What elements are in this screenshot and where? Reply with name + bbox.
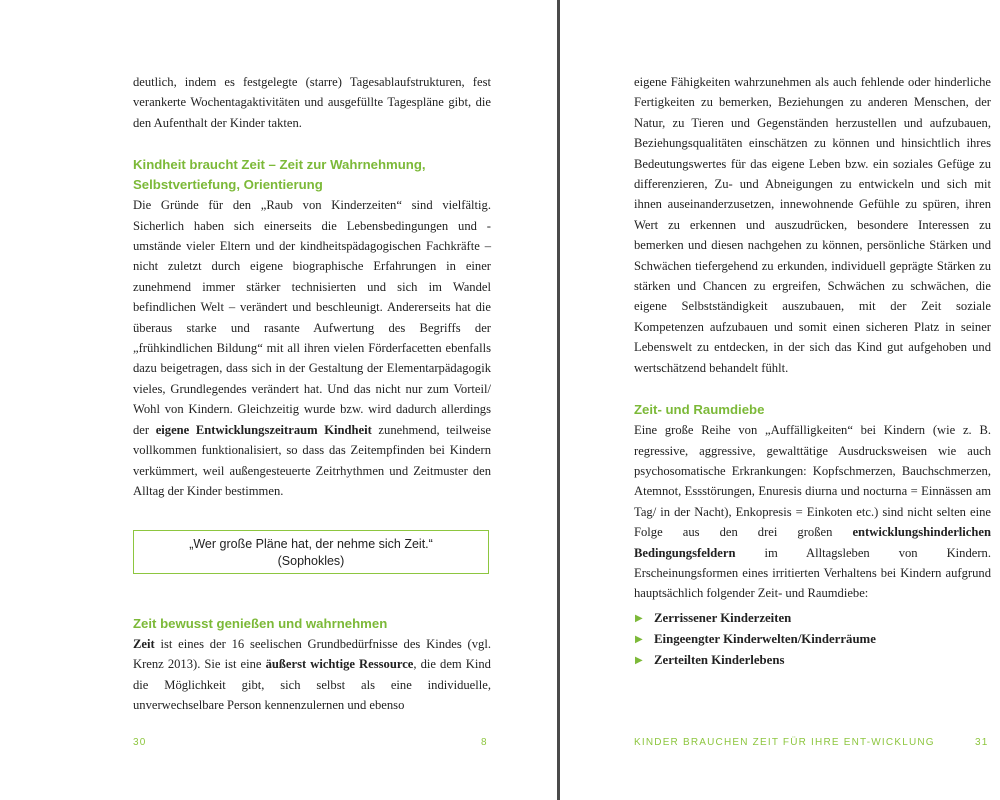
bullet-arrow-icon: ▶	[635, 654, 643, 666]
list-item	[634, 629, 991, 650]
right-page-number: 31	[975, 737, 989, 748]
running-title: KINDER BRAUCHEN ZEIT FÜR IHRE ENT-WICKLUNG	[634, 737, 935, 748]
list-item-text: Eingeengter Kinderwelten/Kinderräume	[654, 631, 876, 646]
left-page-bottom	[133, 614, 491, 716]
chapter-number: 8	[481, 737, 488, 748]
list-item	[634, 650, 991, 671]
left-paragraph-3	[133, 634, 491, 716]
left-paragraph-1: deutlich, indem es festgelegte (starre) Tagesablaufstrukturen, fest verankerte Wochentagaktivitäten und ausgefüllte Tagespläne gibt, die den Aufenthalt der Kinder takten.	[133, 75, 491, 130]
right-heading: Zeit- und Raumdiebe	[634, 402, 765, 418]
left-heading-2: Zeit bewusst genießen und wahrnehmen	[133, 616, 388, 631]
list-item-text: Zerrissener Kinderzeiten	[654, 610, 792, 625]
text-run: zunehmend, teilweise vollkommen funktionalisiert, so dass das Zeitempfinden bei Kindern verkümmert, weil außengesteuerte Zeitrhythmen und Zeitmuster den Alltag der Kinder bestimmen.	[133, 422, 492, 498]
left-page-number: 30	[133, 737, 147, 748]
quote-box	[133, 530, 489, 574]
page-gutter	[557, 0, 560, 800]
text-run: ist eines der 16 seelischen Grundbedürfnisse des Kindes (vgl. Krenz 2013). Sie ist eine	[133, 637, 491, 672]
bullet-arrow-icon: ▶	[635, 633, 643, 645]
right-page	[634, 72, 991, 671]
left-page	[133, 72, 491, 501]
right-paragraph-1: eigene Fähigkeiten wahrzunehmen als auch fehlende oder hinderliche Fertigkeiten zu bemerken, Beziehungen zu anderen Menschen, der Natur, zu Tieren und Gegenständen herzustellen und aufzubauen, Beziehungsqualitäten einschätzen zu können und hinsichtlich ihres Bedeutungswertes für das eigene Leben bzw. ein soziales Gefüge zu differenzieren, Zu- und Abneigungen zu entwickeln und sich mit ihnen auseinanderzusetzen, innewohnende Gefühle zu spüren, ihren Wert zu erkennen und auszudrücken, besondere Interessen zu bemerken und diesen nachgehen zu können, persönliche Stärken und Schwächen tiefergehend zu erkunden, individuell geprägte Stärken zu stärken und Chancen zu ergreifen, Schwächen zu schwächen, die eigene Selbstständigkeit auszubauen, mit der Zeit soziale Kompetenzen aufzubauen und somit einen sicheren Platz in seiner Lebenswelt zu entdecken, in der sich das Kind gut aufgehoben und wertschätzend behandelt fühlt.	[634, 75, 991, 375]
left-paragraph-2	[133, 195, 491, 501]
right-paragraph-2	[634, 420, 991, 604]
quote-text: „Wer große Pläne hat, der nehme sich Zeit.“	[189, 537, 433, 551]
list-item	[634, 608, 991, 629]
bold-text: äußerst wichtige Ressource	[265, 657, 414, 672]
bullet-list	[634, 608, 991, 671]
text-run: Die Gründe für den „Raub von Kinderzeiten“ sind vielfältig. Sicherlich haben sich einerseits die Lebensbedingungen und -umstände vieler Eltern und der kindheitspädagogischen Fachkräfte – nicht zuletzt durch eigene biographische Erfahrungen in einer zunehmend immer stärker technisierten und sich im Wandel befindlichen Welt – verändert und beschleunigt. Andererseits hat die überaus starke und rasante Aufwertung des Begriffs der „frühkindlichen Bildung“ mit all ihren vielen Förderfacetten ebenfalls dazu beigetragen, dass sich in der Gestaltung der Elementarpädagogik vieles, Grundlegendes verändert hat. Und das nicht nur zum Vorteil/ Wohl von Kindern. Gleichzeitig wurde bzw. wird dadurch allerdings der	[133, 198, 491, 437]
bold-text: Zeit	[133, 637, 155, 651]
bold-text: entwicklungshinderlichen Bedingungsfeldern	[634, 525, 991, 560]
text-run: im Alltagsleben von Kindern. Erscheinungsformen eines irritierten Verhaltens bei Kindern aufgrund hauptsächlich folgender Zeit- und Raumdiebe:	[634, 545, 991, 601]
left-heading-1: Kindheit braucht Zeit – Zeit zur Wahrnehmung, Selbstvertiefung, Orientierung	[133, 157, 426, 193]
quote-author: (Sophokles)	[277, 554, 345, 568]
bullet-arrow-icon: ▶	[635, 612, 643, 624]
text-run: , die dem Kind die Möglichkeit gibt, sich selbst als eine individuelle, unverwechselbare Person kennenzulernen und ebenso	[133, 657, 491, 713]
list-item-text: Zerteilten Kinderlebens	[654, 652, 785, 667]
bold-text: eigene Entwicklungszeitraum Kindheit	[155, 422, 372, 437]
text-run: Eine große Reihe von „Auffälligkeiten“ bei Kindern (wie z. B. regressive, aggressive, gewalttätige Ausdrucksweisen wie auch psychosomatische Erkrankungen: Kopfschmerzen, Bauchschmerzen, Atemnot, Essstörungen, Enuresis diurna und nocturna = Einnässen am Tag/ in der Nacht), Enkopresis = Einkoten etc.) sind nicht selten eine Folge aus den drei großen	[634, 423, 991, 540]
